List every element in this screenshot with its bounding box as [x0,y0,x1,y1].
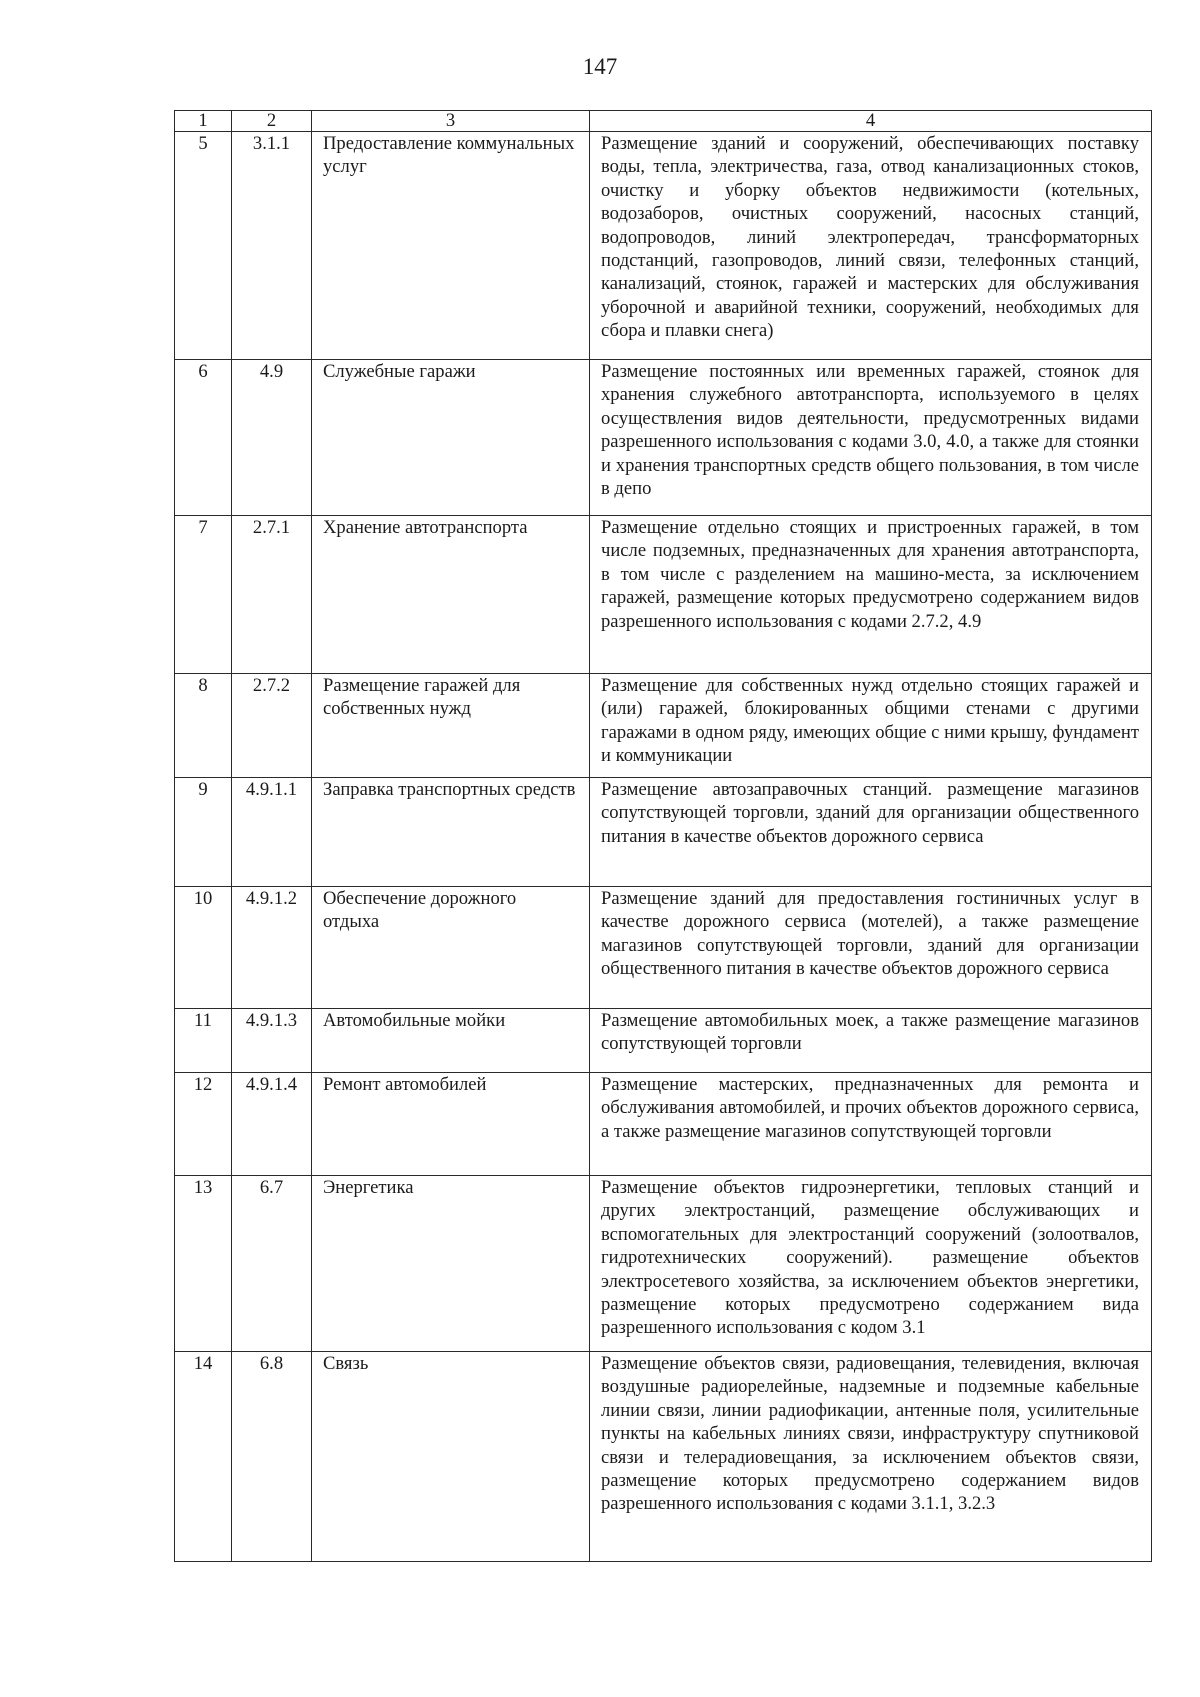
row-name: Связь [312,1352,590,1562]
row-number: 11 [175,1009,232,1073]
row-code: 4.9.1.3 [232,1009,312,1073]
table-row [175,132,1152,360]
row-number: 7 [175,516,232,674]
row-description: Размещение автомобильных моек, а также размещение магазинов сопутствующей торговли [590,1009,1152,1073]
row-name: Автомобильные мойки [312,1009,590,1073]
row-number: 12 [175,1073,232,1176]
table-row [175,887,1152,1009]
table-row [175,360,1152,516]
table-row [175,1352,1152,1562]
row-name: Обеспечение дорожного отдыха [312,887,590,1009]
row-description: Размещение мастерских, предназначенных для ремонта и обслуживания автомобилей, и прочих объектов дорожного сервиса, а также размещение магазинов сопутствующей торговли [590,1073,1152,1176]
column-header: 4 [590,111,1152,132]
row-code: 4.9.1.2 [232,887,312,1009]
row-number: 13 [175,1176,232,1352]
land-use-table [174,110,1152,1562]
table-row [175,1009,1152,1073]
row-code: 4.9.1.4 [232,1073,312,1176]
row-number: 6 [175,360,232,516]
row-name: Предоставление коммунальных услуг [312,132,590,360]
row-name: Служебные гаражи [312,360,590,516]
column-header: 2 [232,111,312,132]
table-row [175,778,1152,887]
row-number: 9 [175,778,232,887]
row-number: 5 [175,132,232,360]
row-name: Энергетика [312,1176,590,1352]
row-number: 8 [175,674,232,778]
row-name: Заправка транспортных средств [312,778,590,887]
row-description: Размещение автозаправочных станций. размещение магазинов сопутствующей торговли, зданий для организации общественного питания в качестве объектов дорожного сервиса [590,778,1152,887]
row-description: Размещение объектов связи, радиовещания, телевидения, включая воздушные радиорелейные, надземные и подземные кабельные линии связи, линии радиофикации, антенные поля, усилительные пункты на кабельных линиях связи, инфраструктуру спутниковой связи и телерадиовещания, за исключением объектов связи, размещение которых предусмотрено содержанием видов разрешенного использования с кодами 3.1.1, 3.2.3 [590,1352,1152,1562]
row-code: 4.9.1.1 [232,778,312,887]
column-header: 1 [175,111,232,132]
row-code: 6.7 [232,1176,312,1352]
table-row [175,516,1152,674]
row-code: 2.7.2 [232,674,312,778]
table-row [175,1073,1152,1176]
row-code: 2.7.1 [232,516,312,674]
row-number: 10 [175,887,232,1009]
row-description: Размещение для собственных нужд отдельно стоящих гаражей и (или) гаражей, блокированных общими стенами с другими гаражами в одном ряду, имеющих общие с ними крышу, фундамент и коммуникации [590,674,1152,778]
row-code: 6.8 [232,1352,312,1562]
table-header-row [175,111,1152,132]
row-description: Размещение зданий и сооружений, обеспечивающих поставку воды, тепла, электричества, газа, отвод канализационных стоков, очистку и уборку объектов недвижимости (котельных, водозаборов, очистных сооружений, насосных станций, водопроводов, линий электропередач, трансформаторных подстанций, газопроводов, линий связи, телефонных станций, канализаций, стоянок, гаражей и мастерских для обслуживания уборочной и аварийной техники, сооружений, необходимых для сбора и плавки снега) [590,132,1152,360]
table-row [175,674,1152,778]
page-number: 147 [582,54,618,79]
row-number: 14 [175,1352,232,1562]
row-name: Размещение гаражей для собственных нужд [312,674,590,778]
row-name: Хранение автотранспорта [312,516,590,674]
table-row [175,1176,1152,1352]
row-code: 3.1.1 [232,132,312,360]
row-description: Размещение постоянных или временных гаражей, стоянок для хранения служебного автотранспорта, используемого в целях осуществления видов деятельности, предусмотренных видами разрешенного использования с кодами 3.0, 4.0, а также для стоянки и хранения транспортных средств общего пользования, в том числе в депо [590,360,1152,516]
column-header: 3 [312,111,590,132]
row-code: 4.9 [232,360,312,516]
row-name: Ремонт автомобилей [312,1073,590,1176]
row-description: Размещение отдельно стоящих и пристроенных гаражей, в том числе подземных, предназначенных для хранения автотранспорта, в том числе с разделением на машино-места, за исключением гаражей, размещение которых предусмотрено содержанием видов разрешенного использования с кодами 2.7.2, 4.9 [590,516,1152,674]
row-description: Размещение объектов гидроэнергетики, тепловых станций и других электростанций, размещение обслуживающих и вспомогательных для электростанций сооружений (золоотвалов, гидротехнических сооружений). размещение объектов электросетевого хозяйства, за исключением объектов энергетики, размещение которых предусмотрено содержанием вида разрешенного использования с кодом 3.1 [590,1176,1152,1352]
row-description: Размещение зданий для предоставления гостиничных услуг в качестве дорожного сервиса (мотелей), а также размещение магазинов сопутствующей торговли, зданий для организации общественного питания в качестве объектов дорожного сервиса [590,887,1152,1009]
